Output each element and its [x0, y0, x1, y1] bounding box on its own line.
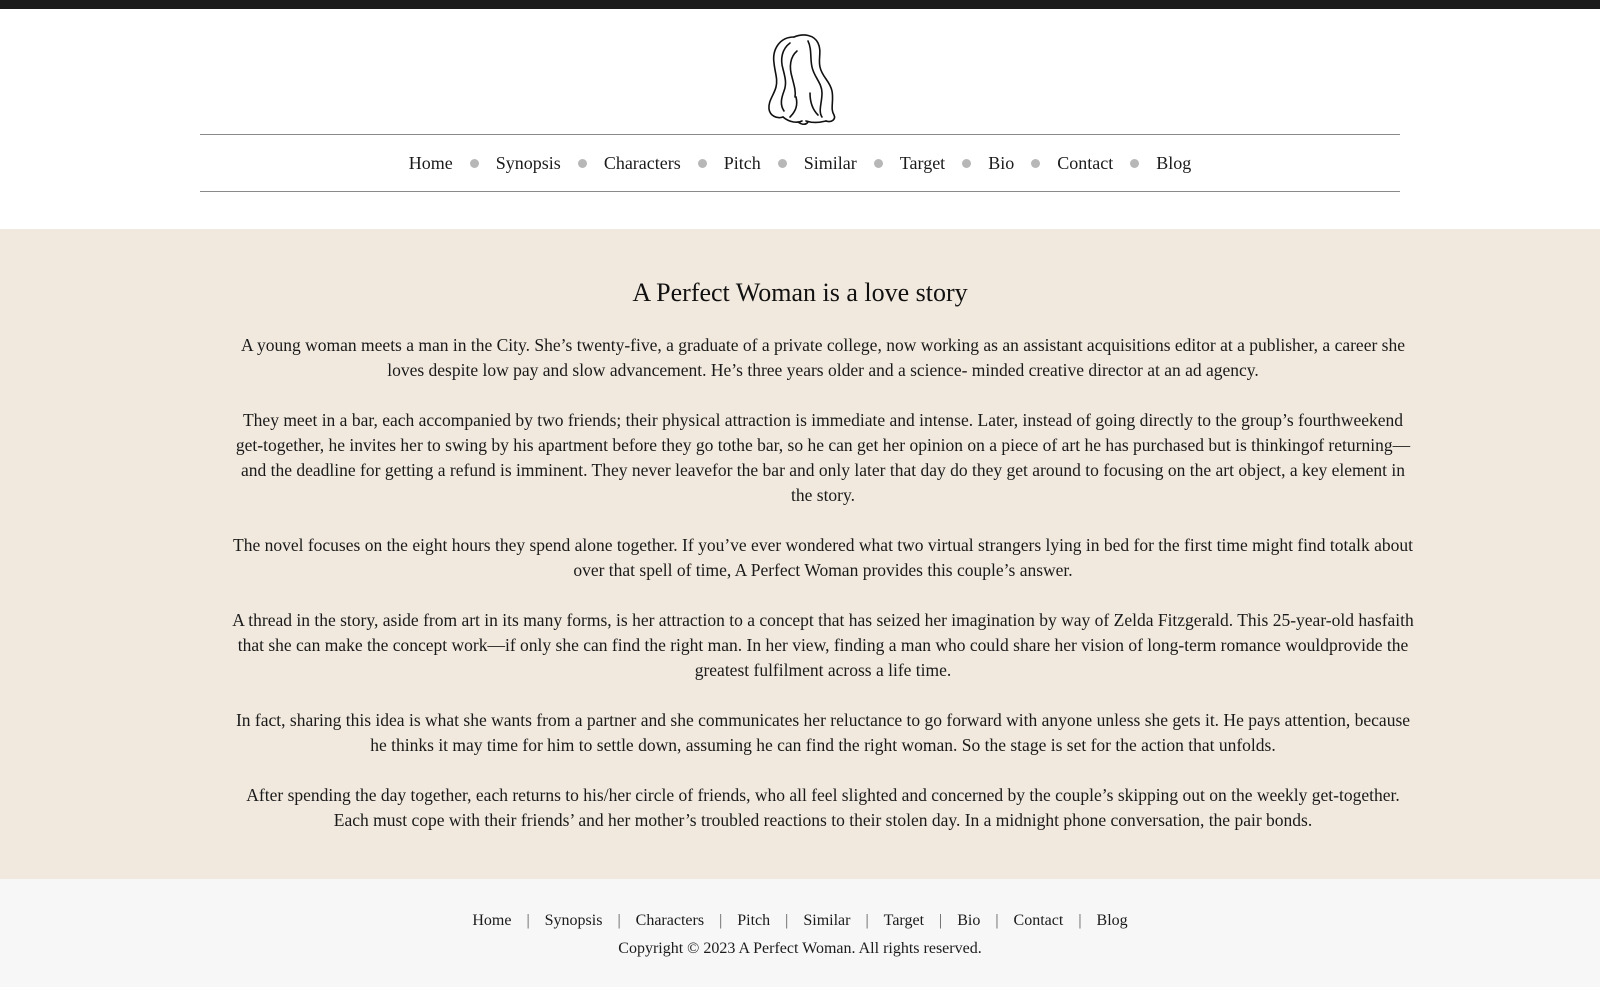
synopsis-paragraph: In fact, sharing this idea is what she wants from a partner and she communicates her reluctance to go forward with anyone unless she gets it. He pays attention, because he thinks it may time for him to settle down, assuming he can find the right woman. So the stage is set for the action that unfolds.	[235, 710, 1411, 755]
copyright-text: Copyright © 2023 A Perfect Woman. All rights reserved.	[618, 940, 982, 957]
nav-dot-separator	[1031, 159, 1040, 168]
footer-link-characters[interactable]: Characters	[635, 912, 705, 929]
footer-link-bio[interactable]: Bio	[957, 912, 981, 929]
footer-link-synopsis[interactable]: Synopsis	[544, 912, 603, 929]
footer-separator: |	[939, 912, 943, 929]
footer-separator: |	[719, 912, 723, 929]
footer-separator: |	[995, 912, 999, 929]
nav-synopsis[interactable]: Synopsis	[495, 153, 561, 173]
nav-similar[interactable]: Similar	[803, 153, 857, 173]
footer-separator: |	[617, 912, 621, 929]
synopsis-paragraph: The novel focuses on the eight hours they spend alone together. If you’ve ever wondered what two virtual strangers lying in bed for the first time might find totalk about over that spell of time, A Perfect Woman provides this couple’s answer.	[233, 535, 1413, 580]
nav-dot-separator	[874, 159, 883, 168]
footer-separator: |	[865, 912, 869, 929]
top-bar	[0, 0, 1600, 9]
synopsis-paragraph: A thread in the story, aside from art in its many forms, is her attraction to a concept that has seized her imagination by way of Zelda Fitzgerald. This 25-year-old hasfaith that she can make the concept work—if only she can find the right man. In her view, finding a man who could share her vision of long-term romance wouldprovide the greatest fulfilment across a life time.	[232, 610, 1414, 680]
site-header	[0, 9, 1600, 229]
footer-link-blog[interactable]: Blog	[1096, 912, 1128, 929]
nav-dot-separator	[578, 159, 587, 168]
footer-separator: |	[1078, 912, 1082, 929]
nav-home[interactable]: Home	[408, 153, 453, 173]
woman-silhouette-icon[interactable]	[750, 31, 850, 131]
synopsis-paragraph: They meet in a bar, each accompanied by two friends; their physical attraction is immediate and intense. Later, instead of going directly to the group’s fourthweekend get-together, he invites her to swing by his apartment before they go tothe bar, so he can get her opinion on a piece of art he has purchased but is thinkingof returning—and the deadline for getting a refund is imminent. They never leavefor the bar and only later that day do they get around to focusing on the art object, a key element in the story.	[235, 410, 1411, 505]
synopsis-paragraph: After spending the day together, each returns to his/her circle of friends, who all feel slighted and concerned by the couple’s skipping out on the weekly get-together. Each must cope with their friends’ and her mother’s troubled reactions to their stolen day. In a midnight phone conversation, the pair bonds.	[246, 785, 1400, 830]
nav-contact[interactable]: Contact	[1057, 153, 1114, 173]
page-title: A Perfect Woman is a love story	[632, 278, 968, 307]
nav-characters[interactable]: Characters	[603, 153, 681, 173]
nav-dot-separator	[698, 159, 707, 168]
footer-separator: |	[785, 912, 789, 929]
footer-link-target[interactable]: Target	[883, 912, 925, 929]
footer-link-home[interactable]: Home	[472, 912, 512, 929]
synopsis-paragraph: A young woman meets a man in the City. She’s twenty-five, a graduate of a private college, now working as an assistant acquisitions editor at a publisher, a career she loves despite low pay and slow advancement. He’s three years older and a science- minded creative director at an ad agency.	[240, 335, 1405, 380]
footer-link-contact[interactable]: Contact	[1013, 912, 1064, 929]
nav-dot-separator	[778, 159, 787, 168]
synopsis-section	[0, 229, 1600, 879]
nav-dot-separator	[1130, 159, 1139, 168]
footer-link-similar[interactable]: Similar	[803, 912, 851, 929]
nav-dot-separator	[962, 159, 971, 168]
nav-dot-separator	[470, 159, 479, 168]
nav-pitch[interactable]: Pitch	[723, 153, 761, 173]
nav-target[interactable]: Target	[899, 153, 946, 173]
footer-nav	[0, 911, 1600, 931]
synopsis-body	[232, 333, 1414, 858]
nav-bio[interactable]: Bio	[988, 153, 1015, 173]
footer-separator: |	[526, 912, 530, 929]
nav-blog[interactable]: Blog	[1156, 153, 1192, 173]
site-footer	[0, 879, 1600, 987]
main-nav	[200, 134, 1400, 192]
footer-link-pitch[interactable]: Pitch	[737, 912, 771, 929]
